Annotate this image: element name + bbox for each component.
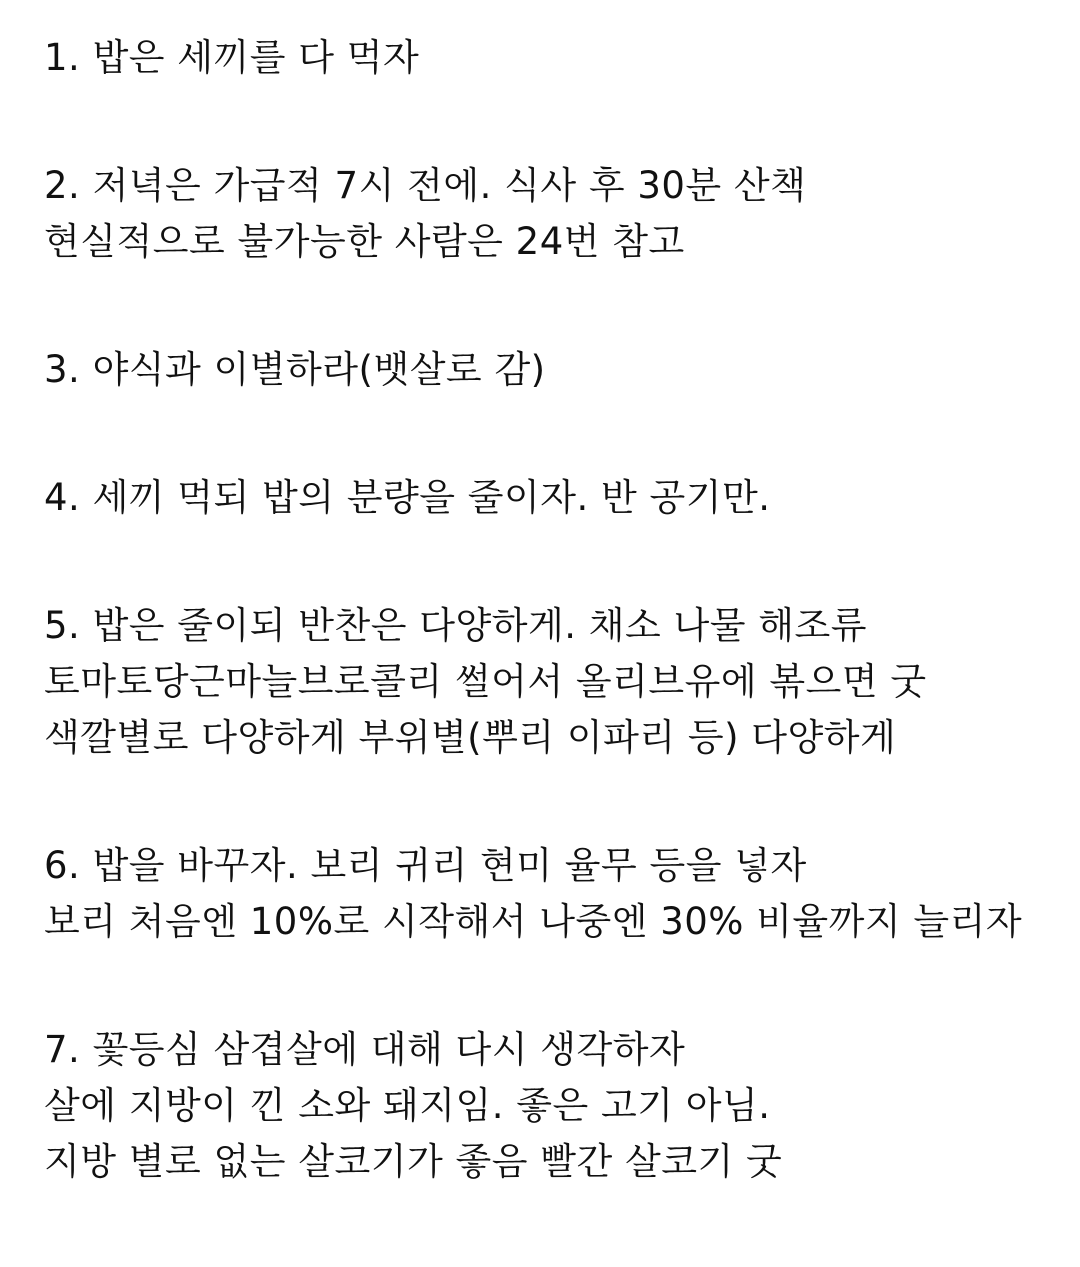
tip-4 xyxy=(44,470,1060,526)
tip-5-line-2: 토마토당근마늘브로콜리 썰어서 올리브유에 볶으면 굿 xyxy=(44,660,927,703)
tip-5 xyxy=(44,598,1060,766)
spacer xyxy=(44,398,1060,470)
tip-7-line-3: 지방 별로 없는 살코기가 좋음 빨간 살코기 굿 xyxy=(44,1140,783,1183)
tip-3 xyxy=(44,342,1060,398)
tip-2-line-2: 현실적으로 불가능한 사람은 24번 참고 xyxy=(44,220,685,263)
spacer xyxy=(44,766,1060,838)
tip-4-line-1: 4. 세끼 먹되 밥의 분량을 줄이자. 반 공기만. xyxy=(44,476,771,519)
tip-5-line-1: 5. 밥은 줄이되 반찬은 다양하게. 채소 나물 해조류 xyxy=(44,604,867,647)
tip-2-line-1: 2. 저녁은 가급적 7시 전에. 식사 후 30분 산책 xyxy=(44,164,807,207)
tip-7-line-2: 살에 지방이 낀 소와 돼지임. 좋은 고기 아님. xyxy=(44,1084,771,1127)
tip-1-line-1: 1. 밥은 세끼를 다 먹자 xyxy=(44,36,420,79)
spacer xyxy=(44,86,1060,158)
spacer xyxy=(44,526,1060,598)
diet-tips-document xyxy=(44,30,1060,1190)
tip-6-line-2: 보리 처음엔 10%로 시작해서 나중엔 30% 비율까지 늘리자 xyxy=(44,900,1023,943)
tip-5-line-3: 색깔별로 다양하게 부위별(뿌리 이파리 등) 다양하게 xyxy=(44,716,897,759)
tip-7-line-1: 7. 꽃등심 삼겹살에 대해 다시 생각하자 xyxy=(44,1028,686,1071)
tip-6 xyxy=(44,838,1060,950)
tip-6-line-1: 6. 밥을 바꾸자. 보리 귀리 현미 율무 등을 넣자 xyxy=(44,844,807,887)
tip-3-line-1: 3. 야식과 이별하라(뱃살로 감) xyxy=(44,348,546,391)
spacer xyxy=(44,270,1060,342)
spacer xyxy=(44,950,1060,1022)
tip-1 xyxy=(44,30,1060,86)
tip-7 xyxy=(44,1022,1060,1190)
tip-2 xyxy=(44,158,1060,270)
